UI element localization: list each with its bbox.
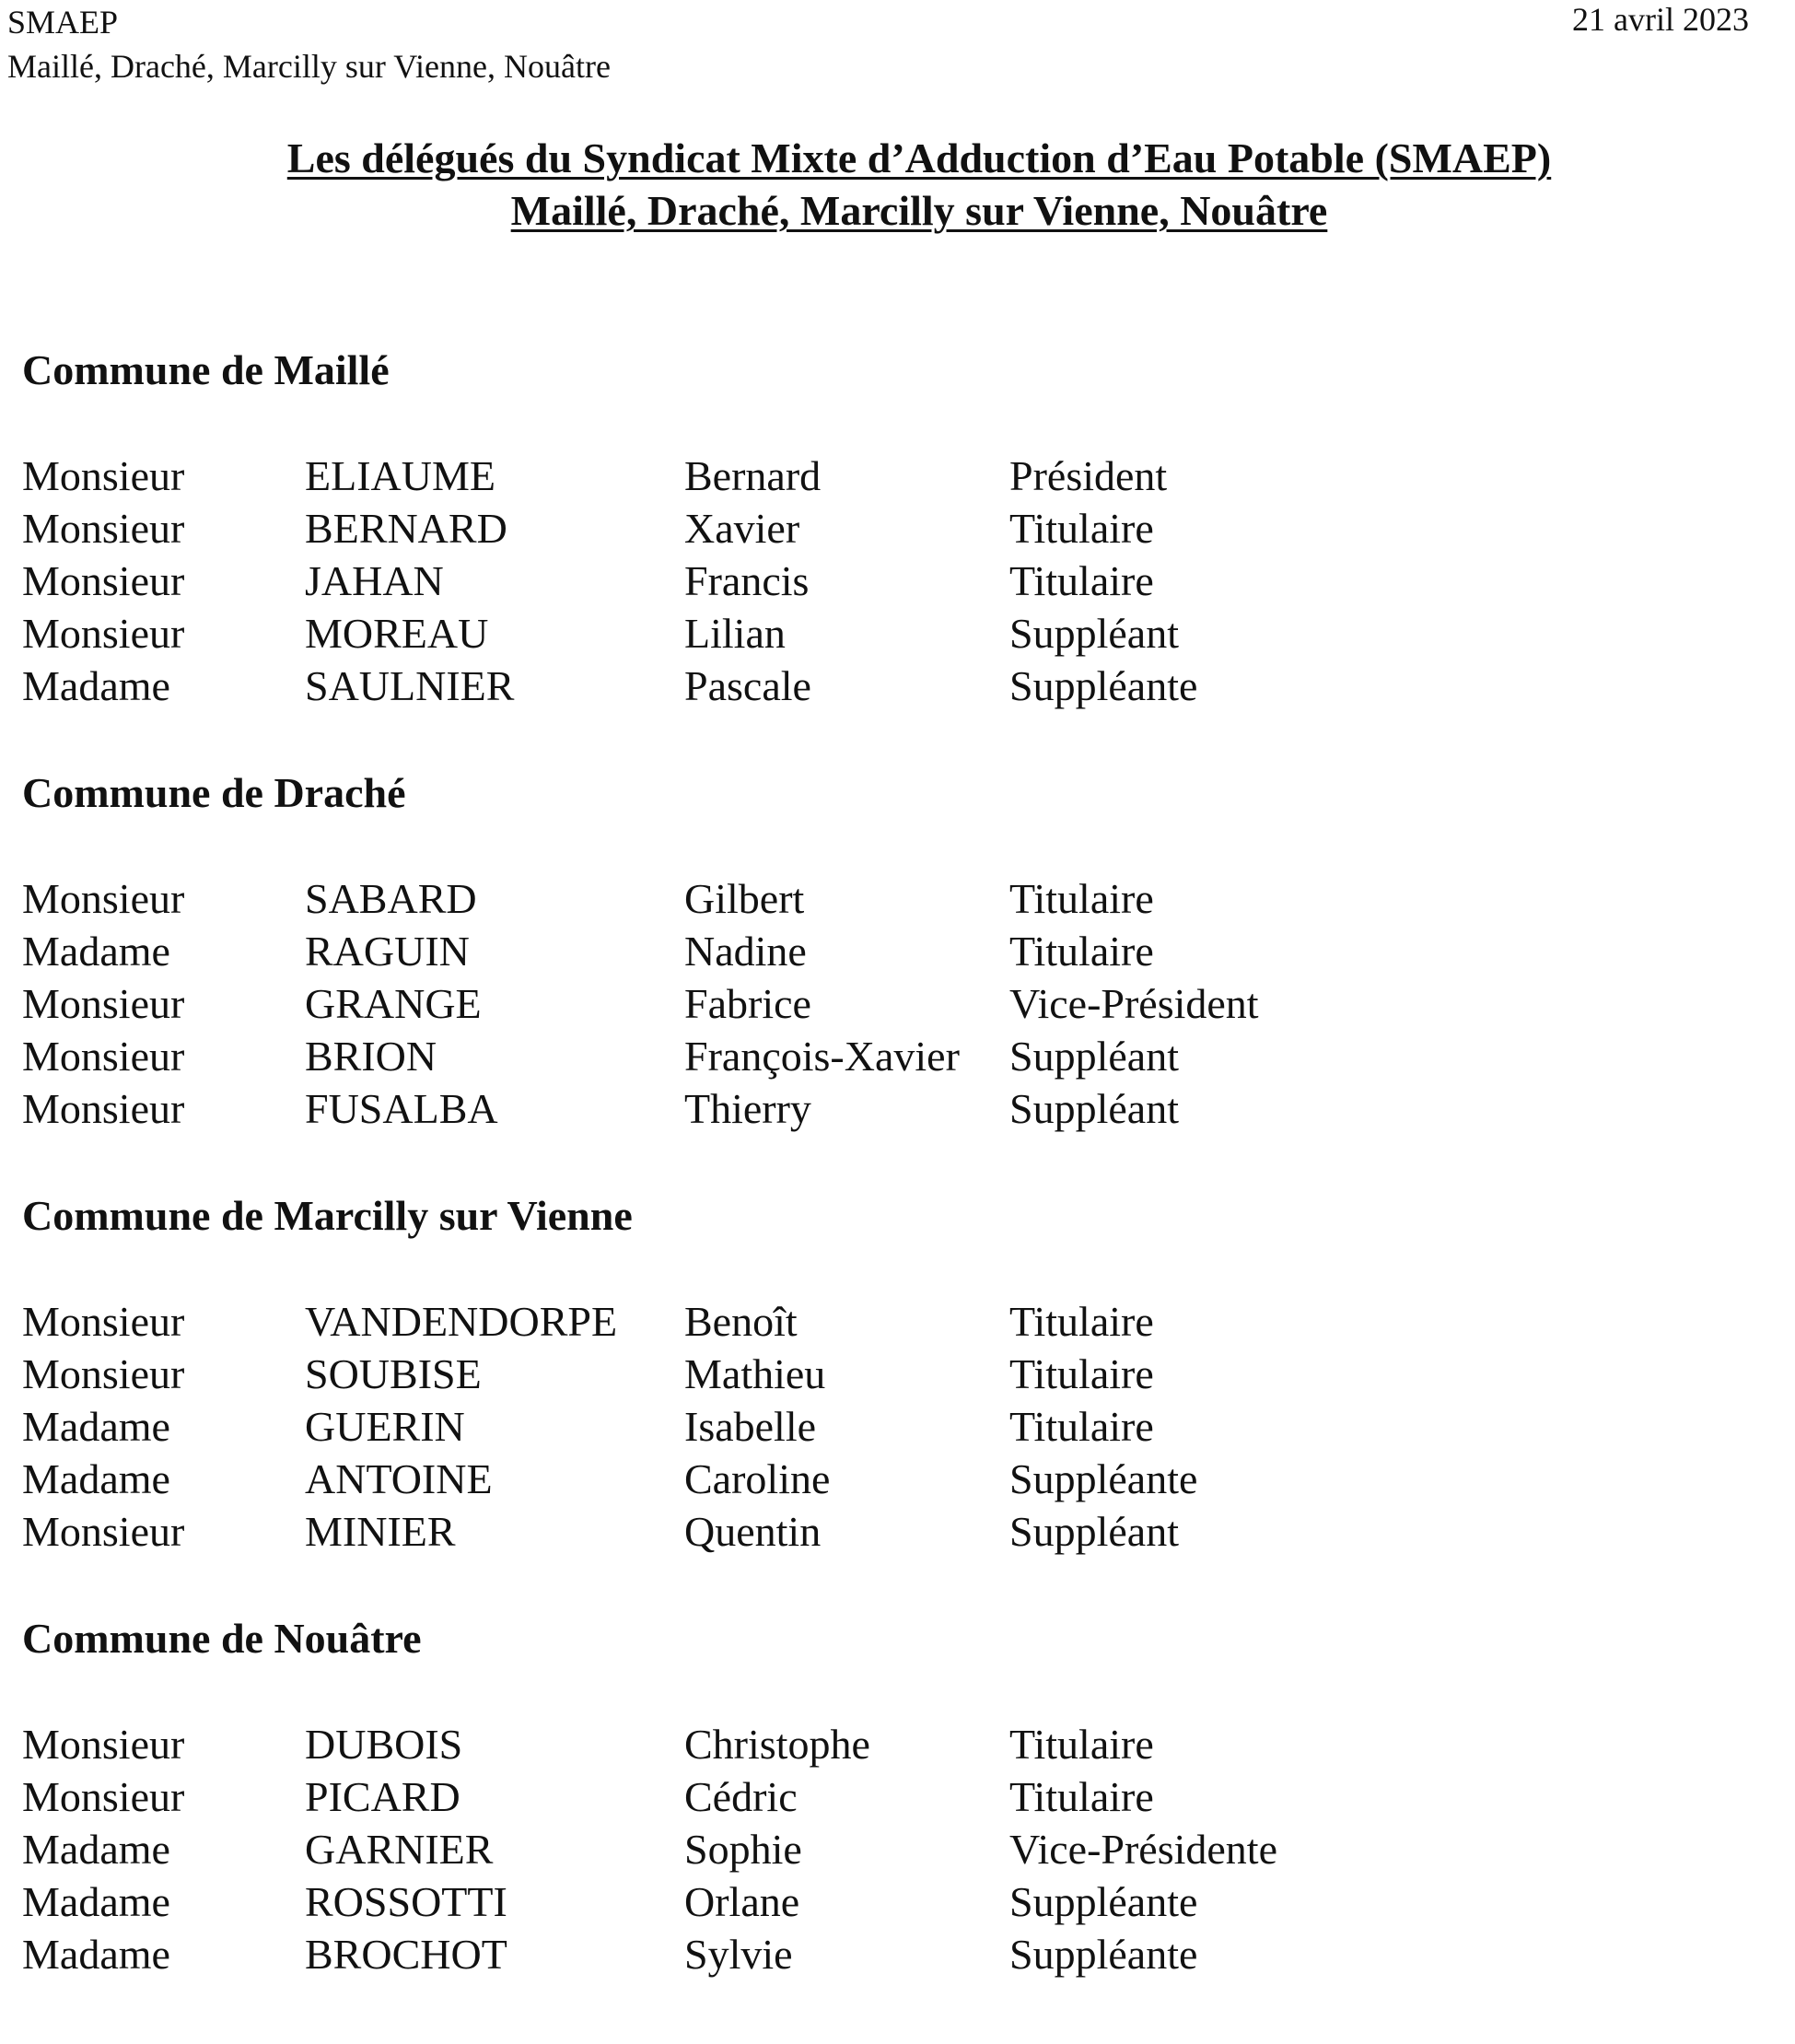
delegate-fonction: Titulaire	[1009, 557, 1154, 604]
delegate-fonction: Président	[1009, 452, 1168, 499]
delegate-row	[22, 1770, 1772, 1823]
delegate-fonction: Suppléant	[1009, 1033, 1179, 1080]
delegate-fonction: Suppléante	[1009, 1931, 1198, 1978]
delegate-civilite: Monsieur	[22, 1033, 185, 1080]
delegate-row	[22, 1400, 1772, 1453]
commune-heading: Commune de Marcilly sur Vienne	[22, 1192, 633, 1239]
commune-heading: Commune de Maillé	[22, 346, 390, 393]
delegate-prenom: Cédric	[684, 1773, 798, 1820]
title-line-1: Les délégués du Syndicat Mixte d’Adduction d’Eau Potable (SMAEP)	[286, 134, 1552, 181]
delegate-civilite: Madame	[22, 1878, 170, 1925]
delegate-civilite: Monsieur	[22, 1773, 185, 1820]
delegate-civilite: Monsieur	[22, 1350, 185, 1397]
delegate-prenom: Fabrice	[684, 980, 811, 1027]
delegate-civilite: Monsieur	[22, 610, 185, 657]
delegate-fonction: Titulaire	[1009, 1350, 1154, 1397]
delegate-prenom: Christophe	[684, 1721, 870, 1768]
delegate-row	[22, 1928, 1772, 1980]
commune-section-marcilly	[22, 1189, 1772, 1558]
delegate-nom: GARNIER	[305, 1826, 494, 1873]
delegate-prenom: Isabelle	[684, 1403, 817, 1450]
delegate-prenom: Quentin	[684, 1508, 822, 1555]
delegate-prenom: Caroline	[684, 1455, 831, 1502]
delegate-row	[22, 1875, 1772, 1928]
delegate-nom: GRANGE	[305, 980, 482, 1027]
commune-section-drache	[22, 766, 1772, 1135]
delegate-fonction: Suppléante	[1009, 1455, 1198, 1502]
delegate-fonction: Suppléant	[1009, 1085, 1179, 1132]
commune-section-nouatre	[22, 1612, 1772, 1980]
delegate-civilite: Madame	[22, 1403, 170, 1450]
delegate-nom: BROCHOT	[305, 1931, 507, 1978]
delegate-nom: SABARD	[305, 875, 477, 922]
delegate-prenom: Sylvie	[684, 1931, 793, 1978]
delegate-nom: ELIAUME	[305, 452, 495, 499]
delegate-row	[22, 1295, 1772, 1348]
delegate-fonction: Suppléant	[1009, 610, 1179, 657]
delegate-nom: BERNARD	[305, 505, 507, 552]
delegate-fonction: Suppléant	[1009, 1508, 1179, 1555]
delegate-nom: BRION	[305, 1033, 437, 1080]
delegate-row	[22, 1453, 1772, 1505]
delegate-nom: FUSALBA	[305, 1085, 498, 1132]
delegate-prenom: Lilian	[684, 610, 786, 657]
delegate-civilite: Madame	[22, 928, 170, 975]
delegate-fonction: Titulaire	[1009, 1298, 1154, 1345]
delegate-fonction: Vice-Présidente	[1009, 1826, 1278, 1873]
delegate-nom: SOUBISE	[305, 1350, 482, 1397]
delegate-civilite: Madame	[22, 1931, 170, 1978]
delegate-civilite: Madame	[22, 662, 170, 709]
delegate-nom: VANDENDORPE	[305, 1298, 618, 1345]
delegate-row	[22, 1823, 1772, 1875]
delegate-row	[22, 977, 1772, 1030]
header-date: 21 avril 2023	[1572, 1, 1749, 38]
delegate-nom: DUBOIS	[305, 1721, 463, 1768]
delegate-nom: ANTOINE	[305, 1455, 493, 1502]
delegate-nom: GUERIN	[305, 1403, 465, 1450]
delegate-row	[22, 1718, 1772, 1770]
commune-heading: Commune de Draché	[22, 769, 406, 816]
delegate-prenom: Orlane	[684, 1878, 800, 1925]
delegate-prenom: Benoît	[684, 1298, 798, 1345]
delegate-civilite: Monsieur	[22, 505, 185, 552]
delegate-prenom: Mathieu	[684, 1350, 826, 1397]
delegate-row	[22, 872, 1772, 925]
delegate-civilite: Madame	[22, 1826, 170, 1873]
delegate-row	[22, 502, 1772, 555]
delegate-row	[22, 607, 1772, 660]
delegate-list	[22, 872, 1772, 1135]
delegate-row	[22, 1348, 1772, 1400]
delegate-nom: PICARD	[305, 1773, 460, 1820]
delegate-fonction: Titulaire	[1009, 1721, 1154, 1768]
delegate-civilite: Monsieur	[22, 980, 185, 1027]
commune-section-maille	[22, 344, 1772, 712]
delegate-civilite: Madame	[22, 1455, 170, 1502]
delegate-fonction: Titulaire	[1009, 1773, 1154, 1820]
delegate-row	[22, 450, 1772, 502]
delegate-nom: MOREAU	[305, 610, 489, 657]
delegate-prenom: Francis	[684, 557, 810, 604]
header-communes-line: Maillé, Draché, Marcilly sur Vienne, Nouâtre	[7, 48, 611, 85]
delegate-civilite: Monsieur	[22, 557, 185, 604]
delegate-civilite: Monsieur	[22, 875, 185, 922]
delegate-list	[22, 1718, 1772, 1980]
delegate-row	[22, 555, 1772, 607]
document-title	[0, 132, 1795, 237]
delegate-prenom: Pascale	[684, 662, 811, 709]
delegate-civilite: Monsieur	[22, 1721, 185, 1768]
delegate-row	[22, 1082, 1772, 1135]
delegate-prenom: Sophie	[684, 1826, 802, 1873]
delegate-fonction: Suppléante	[1009, 662, 1198, 709]
delegate-civilite: Monsieur	[22, 1085, 185, 1132]
delegate-civilite: Monsieur	[22, 1508, 185, 1555]
commune-heading: Commune de Nouâtre	[22, 1615, 422, 1662]
delegate-fonction: Titulaire	[1009, 505, 1154, 552]
delegate-prenom: Bernard	[684, 452, 822, 499]
delegate-row	[22, 1030, 1772, 1082]
delegate-fonction: Vice-Président	[1009, 980, 1259, 1027]
delegate-nom: RAGUIN	[305, 928, 470, 975]
delegate-nom: JAHAN	[305, 557, 444, 604]
delegate-civilite: Monsieur	[22, 452, 185, 499]
delegate-nom: MINIER	[305, 1508, 456, 1555]
delegate-prenom: François-Xavier	[684, 1033, 960, 1080]
delegate-list	[22, 450, 1772, 712]
delegate-row	[22, 1505, 1772, 1558]
delegate-nom: ROSSOTTI	[305, 1878, 507, 1925]
delegate-prenom: Thierry	[684, 1085, 811, 1132]
header-org: SMAEP	[7, 4, 119, 41]
delegate-row	[22, 660, 1772, 712]
delegate-fonction: Titulaire	[1009, 1403, 1154, 1450]
title-line-2: Maillé, Draché, Marcilly sur Vienne, Nouâtre	[510, 187, 1328, 234]
delegate-civilite: Monsieur	[22, 1298, 185, 1345]
document-header	[7, 0, 611, 88]
delegate-row	[22, 925, 1772, 977]
delegate-list	[22, 1295, 1772, 1558]
delegate-fonction: Suppléante	[1009, 1878, 1198, 1925]
delegate-fonction: Titulaire	[1009, 875, 1154, 922]
delegate-fonction: Titulaire	[1009, 928, 1154, 975]
delegate-prenom: Xavier	[684, 505, 800, 552]
delegate-nom: SAULNIER	[305, 662, 515, 709]
delegate-prenom: Nadine	[684, 928, 807, 975]
delegate-prenom: Gilbert	[684, 875, 805, 922]
